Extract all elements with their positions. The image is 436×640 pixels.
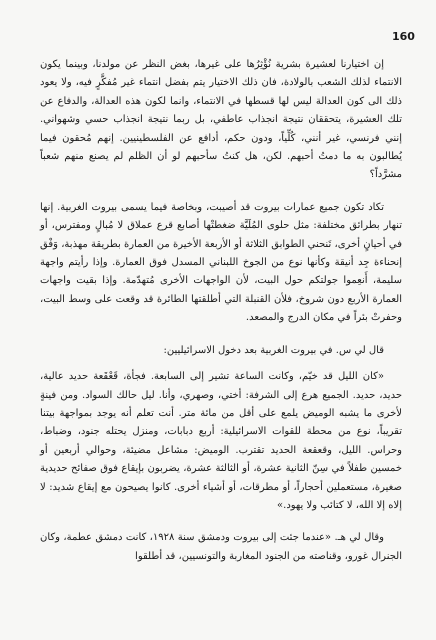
paragraph-gap <box>40 515 402 529</box>
paragraph-3: قال لي س. في بيروت الغربية بعد دخول الاسرائيليين: <box>163 344 384 356</box>
paragraph-2: تكاد تكون جميع عمارات بيروت قد أصيبت، وبخاصة فيما يسمى بيروت الغربية. إنها تنهار بطرائق مختلفة: مثل حلوى ﺍﻟﻤُﻠَﻴَّﺔ ضغطتْها أصابع قرع عملاق لا مُبالٍ ومفترس، أو في أحيانٍ أخرى، تَنحني الطوابق الثلاثة أو الأربعة الأخيرة من العمارة بطريقة مهذبة، وَفْق إنحناءة جِد أنيقة وكأنها نوع من الجوخ اللبناني المسدل فوق العمارة. وإذا رأيتم واجهة سليمة، أَنعِموا جولتكم حول البيت، لأن الواجهات الأخرى مُتهدّمة. وإذا بقيت واجهات العمارة الأربع دون شروخ، فلأن القنبلة التي أطلقتها الطائرة قد وقعت على وسط البيت، وحفرتْ بئراً في مكان الدرج والمصعد. <box>40 201 402 324</box>
paragraph-4-quote: «كان الليل قد خيّم، وكانت الساعة تشير إلى السابعة. فجأة، قَعْقَعة حديد عالية، حديد، حديد. الجميع هرع إلى الشرفة: أختي، وصهري، وأنا. ليل حالك السواد. ومن فينةٍ لأخرى ما يشبه الوميض يلمع على أقل من مائة متر. أنت تعلم أنه يوجد بمواجهة بيتنا تقريباً، نوع من محطة للقوات الاسرائيلية: أربع دبابات، ومنزل يحتله جنود، وضباط، وحراس. الليل، وقعقعة الحديد تقترب. الوميض: مشاعل مضيئة، وحوالي أربعين أو خمسين طفلاً في سِنّ الثانية عشرة، أو الثالثة عشرة، يضربون بإيقاع فوق صفائح حديدية صغيرة، مستعملين أحجاراً، أو مطرقات، أو أشياء أخرى. كانوا يصيحون مع إيقاع شديد: لا إلاه إلا الله، لا كتائب ولا يهود.» <box>40 371 402 511</box>
paragraph-gap <box>40 360 402 368</box>
paragraph-gap <box>40 328 402 342</box>
paragraph-5: وقال لي هـ. «عندما جئت إلى بيروت ودمشق سنة ١٩٢٨، كانت دمشق عطمة، وكان الجنرال غورو، وقناصته من الجنود المغاربة والتونسيين، قد أطلقوا <box>40 532 402 562</box>
page-number: 160 <box>392 30 415 43</box>
body-text <box>40 56 402 566</box>
paragraph-1: إن اختيارنا لعشيرة بشرية نُؤْثِرُها على غيرها، بغض النظر عن مولدنا، وبينما يكون الانتماء لذلك الشعب بالولادة، فان ذلك الاختيار يتم بفضل انتماء غير مُفكَّرٍ فيه، ولا يعود ذلك الى كون العدالة ليس لها قسطها في الانتماء، وانما لكون هذه العدالة، والدفاع عن تلك العشيرة، يتحققان نتيجة انجذاب عاطفي، بل ربما نتيجة انجذاب حسي وشهواني. إنني فرنسي، غير أنني، كُلِّياً، ودون حكم، أدافع عن الفلسطينيين. إنهم مُحقون فيما يُطالبون به ما دمتُ أحبهم. لكن، هل كنتُ سأحبهم لو أن الظلم لم يصنع منهم شعباً مشرَّداً؟ <box>40 59 402 181</box>
paragraph-gap <box>40 185 402 199</box>
